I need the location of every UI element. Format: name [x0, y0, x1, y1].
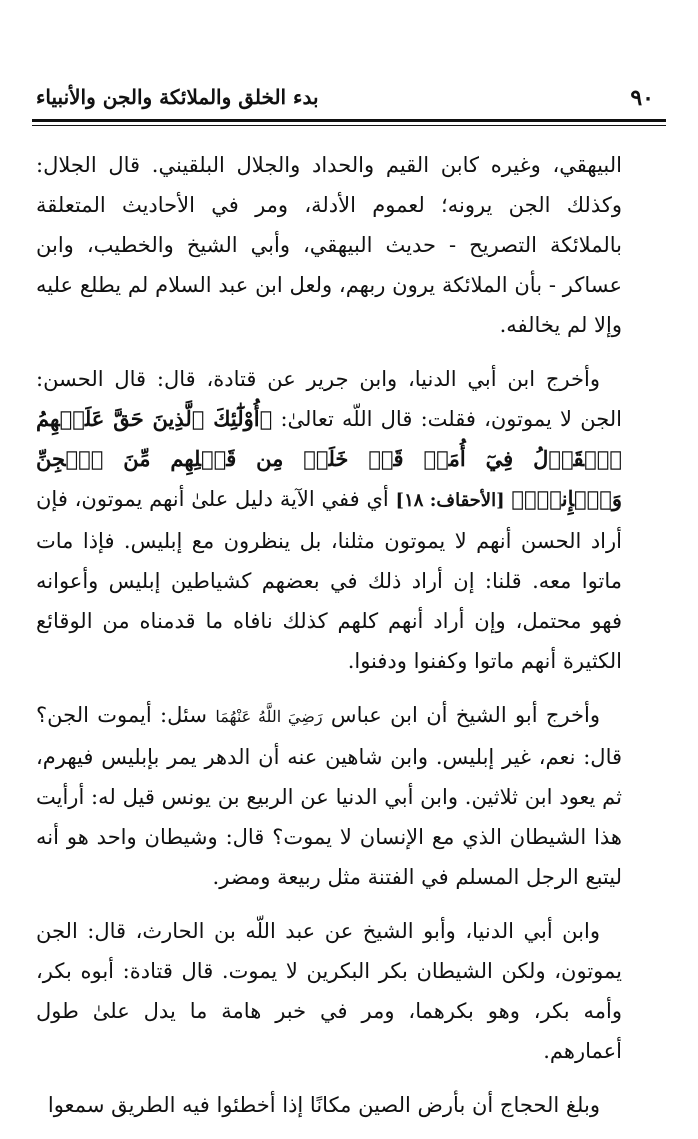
paragraph-4: وابن أبي الدنيا، وأبو الشيخ عن عبد اللّه بن الحارث، قال: الجن يموتون، ولكن الشيطان بكر البكرين لا يموت. قال قتادة: أبوه بكر، وأمه بكر، وهو بكرهما، ومر في خبر هامة ما يدل علىٰ طول أعمارهم.: [36, 919, 622, 1063]
honorific-radiallahu: رَضِيَ اللَّهُ عَنْهُمَا: [215, 707, 323, 726]
paragraph-2: [36, 359, 622, 681]
running-title: بدء الخلق والملائكة والجن والأنبياء: [36, 85, 319, 109]
verse-citation: [الأحقاف: ١٨]: [395, 490, 505, 511]
paragraph-2-text-before: وأخرج ابن أبي الدنيا، وابن جرير عن قتادة، قال: قال الحسن: الجن لا يموتون، فقلت: قال اللّه تعالىٰ:: [36, 367, 622, 431]
page-header: [32, 83, 668, 117]
header-rule-thick: [32, 119, 666, 122]
paragraph-1: البيهقي، وغيره كابن القيم والحداد والجلال البلقيني. قال الجلال: وكذلك الجن يرونه؛ لعموم الأدلة، ومر في الأحاديث المتعلقة بالملائكة التصريح - حديث البيهقي، وأبي الشيخ والخطيب، وابن عساكر - بأن الملائكة يرون ربهم، ولعل ابن عبد السلام لم يطلع عليه وإلا لم يخالفه.: [36, 153, 622, 337]
header-rule-thin: [32, 125, 666, 126]
paragraph-3: [36, 695, 622, 897]
page-number: ٩٠: [630, 85, 654, 111]
paragraph-5: وبلغ الحجاج أن بأرض الصين مكانًا إذا أخطئوا فيه الطريق سمعوا: [47, 1093, 600, 1117]
body-text: [36, 145, 622, 1139]
paragraph-3-text-before: وأخرج أبو الشيخ أن ابن عباس: [322, 703, 600, 727]
paragraph-3-text-after: سئل: أيموت الجن؟ قال: نعم، غير إبليس. وابن شاهين عنه أن الدهر يمر بإبليس فيهرم، ثم يعود ابن ثلاثين. وابن أبي الدنيا عن الربيع بن يونس قيل له: أرأيت هذا الشيطان الذي مع الإنسان لا يموت؟ قال: وشيطان واحد هو أنه ليتبع الرجل المسلم في الفتنة مثل ربيعة ومضر.: [36, 703, 622, 889]
quran-verse: ﴿أُوْلَٰٓئِكَ ٱلَّذِينَ حَقَّ عَلَيۡهِمُ ٱلۡقَوۡلُ فِيٓ أُمَمٖ قَدۡ خَلَتۡ مِن قَبۡلِهِم مِّنَ ٱلۡجِنِّ وَٱلۡإِنسِۖ﴾: [36, 406, 622, 511]
paragraph-2-text-after: أي ففي الآية دليل علىٰ أنهم يموتون، فإن أراد الحسن أنهم لا يموتون مثلنا، بل ينظرون مع إبليس. فإذا مات ماتوا معه. قلنا: إن أراد ذلك في بعضهم كشياطين إبليس وأعوانه فهو محتمل، وإن أراد أنهم كلهم كذلك نافاه ما قدمناه من الوقائع الكثيرة أنهم ماتوا وكفنوا ودفنوا.: [36, 487, 622, 673]
